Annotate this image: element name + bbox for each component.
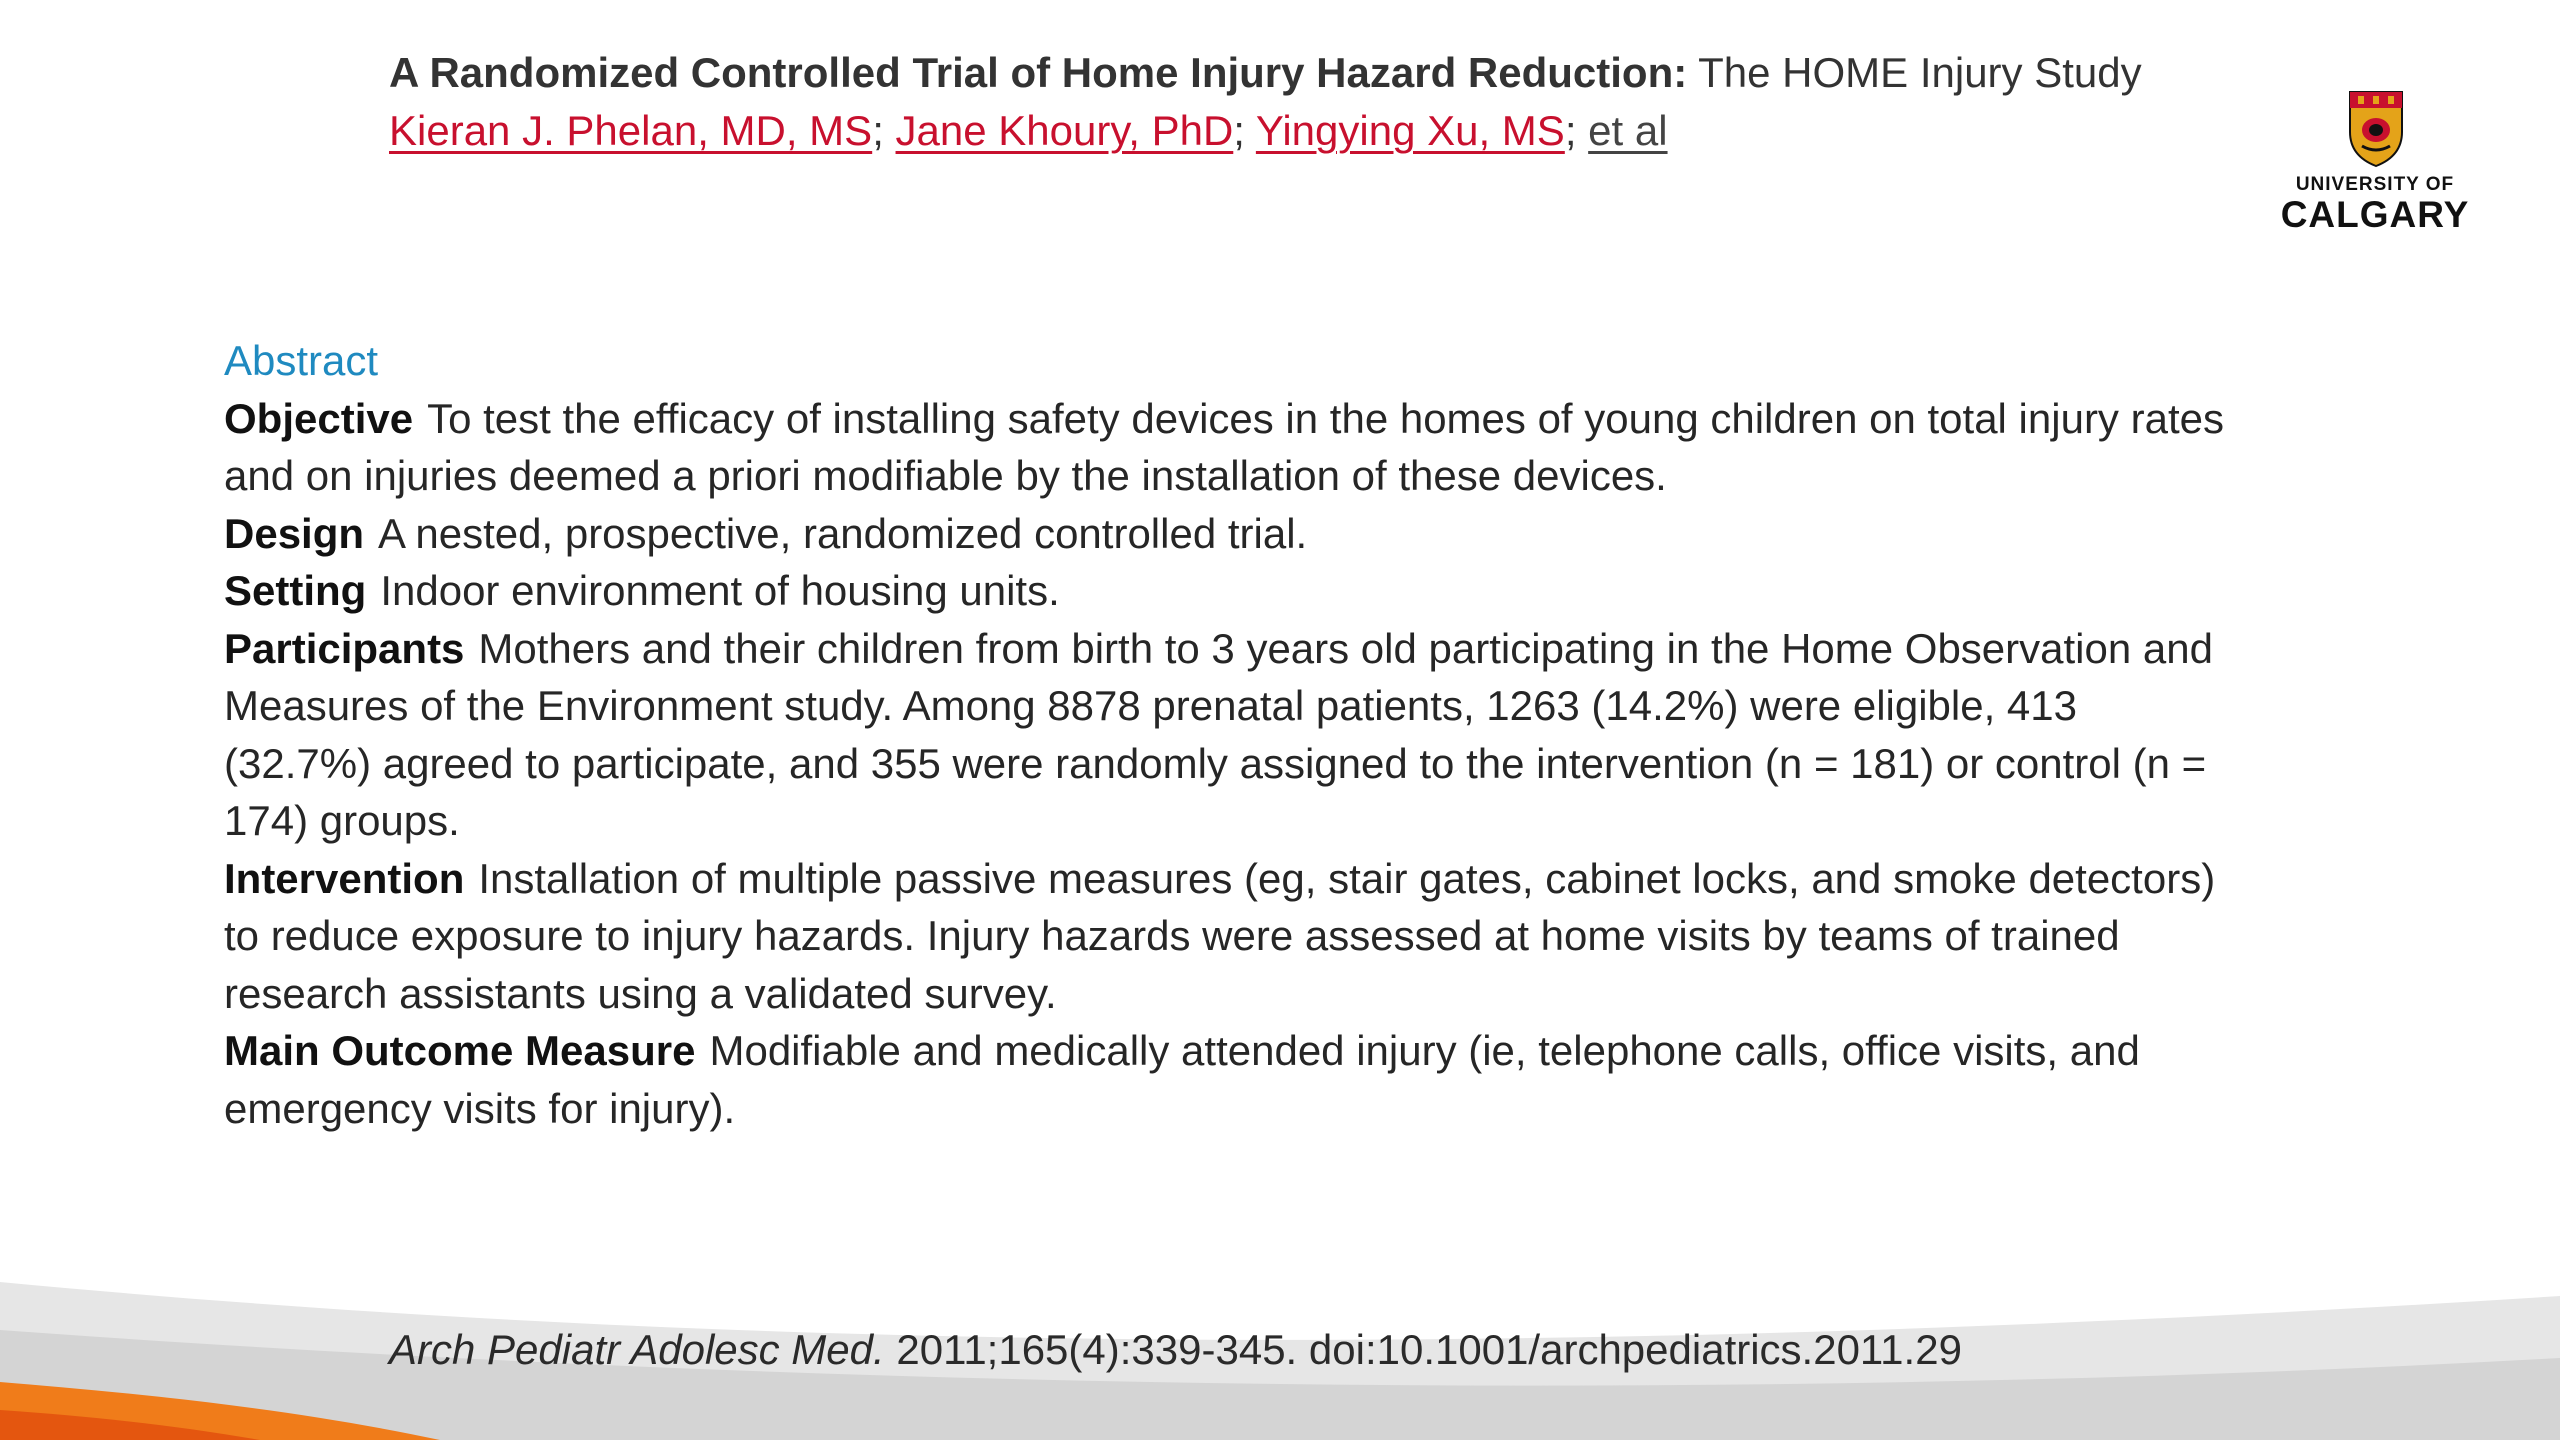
- abstract-section-objective: [224, 390, 2224, 505]
- article-title-bold: A Randomized Controlled Trial of Home Injury Hazard Reduction:: [389, 49, 1688, 96]
- abstract-section-intervention: [224, 850, 2224, 1023]
- section-text: To test the efficacy of installing safety devices in the homes of young children on total injury rates and on injuries deemed a priori modifiable by the installation of these devices.: [224, 394, 2224, 499]
- author-separator: ;: [1233, 107, 1256, 154]
- coat-of-arms-icon: [2346, 88, 2406, 168]
- section-label: Intervention: [224, 854, 465, 902]
- abstract-section-design: [224, 505, 2224, 563]
- section-text: Indoor environment of housing units.: [380, 567, 1060, 614]
- et-al-link[interactable]: et al: [1588, 107, 1668, 154]
- author-link-xu[interactable]: Yingying Xu, MS: [1255, 107, 1565, 154]
- article-title: [389, 44, 2289, 102]
- section-text: A nested, prospective, randomized controlled trial.: [378, 509, 1308, 557]
- university-logo: [2270, 88, 2480, 238]
- abstract: [224, 332, 2224, 1137]
- section-label: Main Outcome Measure: [224, 1027, 696, 1074]
- logo-line-2: CALGARY: [2280, 194, 2470, 235]
- abstract-section-participants: [224, 620, 2224, 850]
- citation-journal: Arch Pediatr Adolesc Med.: [389, 1326, 885, 1373]
- section-text: Modifiable and medically attended injury (ie, telephone calls, office visits, and emergency visits for injury).: [224, 1027, 2140, 1132]
- citation-details: 2011;165(4):339-345. doi:10.1001/archpediatrics.2011.29: [884, 1326, 1962, 1373]
- abstract-section-setting: [224, 562, 2224, 620]
- logo-line-1: UNIVERSITY OF: [2295, 174, 2455, 195]
- section-label: Design: [224, 509, 365, 557]
- article-header: [389, 44, 2289, 160]
- abstract-heading: Abstract: [224, 337, 379, 384]
- citation: [389, 1322, 1962, 1378]
- abstract-section-main-outcome: [224, 1022, 2224, 1137]
- section-label: Participants: [224, 624, 465, 672]
- article-title-rest: The HOME Injury Study: [1687, 49, 2142, 96]
- section-text: Mothers and their children from birth to 3 years old participating in the Home Observation and Measures of the Environment study. Among 8878 prenatal patients, 1263 (14.2%) were eligible, 413 (32.7%) agreed to participate, and 355 were randomly assigned to the intervention (n = 181) or control (n = 174) groups.: [224, 624, 2213, 844]
- author-separator: ;: [1564, 107, 1589, 154]
- section-label: Objective: [224, 394, 414, 442]
- author-link-khoury[interactable]: Jane Khoury, PhD: [895, 107, 1234, 154]
- section-label: Setting: [224, 567, 367, 614]
- author-link-phelan[interactable]: Kieran J. Phelan, MD, MS: [389, 107, 873, 154]
- author-separator: ;: [872, 107, 896, 154]
- section-text: Installation of multiple passive measures (eg, stair gates, cabinet locks, and smoke detectors) to reduce exposure to injury hazards. Injury hazards were assessed at home visits by teams of trained research assistants using a validated survey.: [224, 854, 2216, 1017]
- author-list: [389, 102, 2289, 160]
